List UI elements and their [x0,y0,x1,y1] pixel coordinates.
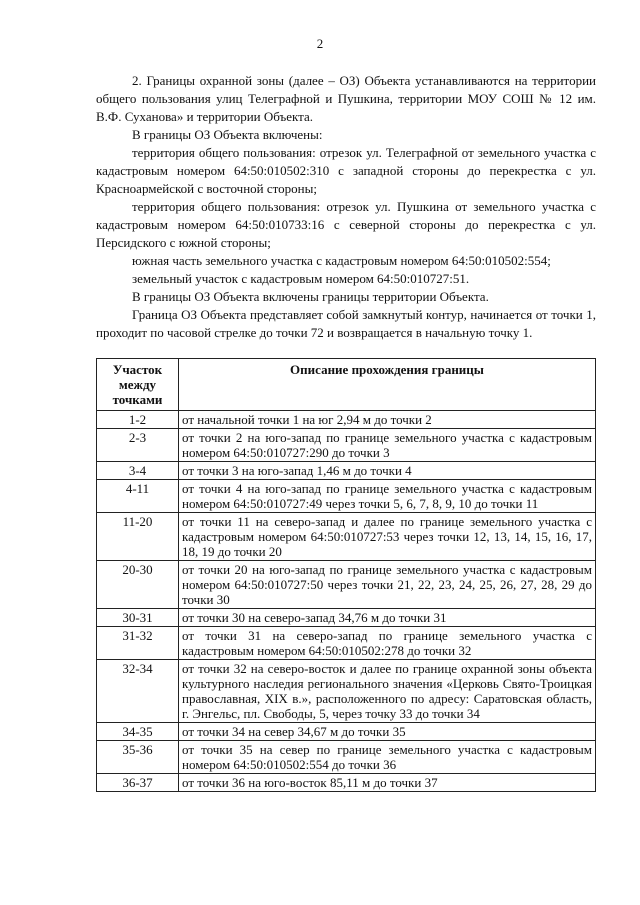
description-cell: от точки 20 на юго-запад по границе земельного участка с кадастровым номером 64:50:010727:50 через точки 21, 22, 23, 24, 25, 26, 27, 28, 29 до точки 30 [179,561,596,609]
paragraph: южная часть земельного участка с кадастровым номером 64:50:010502:554; [132,253,551,268]
description-cell: от точки 11 на северо-запад и далее по границе земельного участка с кадастровым номером 64:50:010727:53 через точки 12, 13, 14, 15, 16, 17, 18, 19 до точки 20 [179,513,596,561]
segment-cell: 11-20 [97,513,179,561]
description-cell: от точки 2 на юго-запад по границе земельного участка с кадастровым номером 64:50:010727:290 до точки 3 [179,429,596,462]
segment-cell: 2-3 [97,429,179,462]
paragraph: территория общего пользования: отрезок ул. Телеграфной от земельного участка с кадастровым номером 64:50:010502:310 с западной стороны до перекрестка с ул. Красноармейской с восточной стороны; [96,145,596,196]
description-cell: от точки 35 на север по границе земельного участка с кадастровым номером 64:50:010502:554 до точки 36 [179,741,596,774]
segment-cell: 30-31 [97,609,179,627]
paragraph: земельный участок с кадастровым номером 64:50:010727:51. [132,271,470,286]
segment-cell: 34-35 [97,723,179,741]
header-segment: Участок между точками [97,359,179,411]
table-row [97,741,596,774]
table-row [97,480,596,513]
description-cell: от точки 3 на юго-запад 1,46 м до точки 4 [179,462,596,480]
description-cell: от точки 4 на юго-запад по границе земельного участка с кадастровым номером 64:50:010727:49 через точки 5, 6, 7, 8, 9, 10 до точки 11 [179,480,596,513]
table-row [97,411,596,429]
description-cell: от точки 30 на северо-запад 34,76 м до точки 31 [179,609,596,627]
segment-cell: 36-37 [97,774,179,792]
segment-cell: 3-4 [97,462,179,480]
table-row [97,723,596,741]
table-row [97,609,596,627]
table-row [97,627,596,660]
description-cell: от точки 36 на юго-восток 85,11 м до точки 37 [179,774,596,792]
document-body [96,72,596,342]
table-header-row [97,359,596,411]
table-row [97,429,596,462]
paragraph: Граница ОЗ Объекта представляет собой замкнутый контур, начинается от точки 1, проходит по часовой стрелке до точки 72 и возвращается в начальную точку 1. [96,307,596,340]
paragraph: 2. Границы охранной зоны (далее – ОЗ) Объекта устанавливаются на территории общего пользования улиц Телеграфной и Пушкина, территории МОУ СОШ № 12 им. В.Ф. Суханова» и территории Объекта. [96,73,596,124]
description-cell: от точки 34 на север 34,67 м до точки 35 [179,723,596,741]
description-cell: от точки 31 на северо-запад по границе земельного участка с кадастровым номером 64:50:010502:278 до точки 32 [179,627,596,660]
table-row [97,462,596,480]
description-cell: от точки 32 на северо-восток и далее по границе охранной зоны объекта культурного наследия регионального значения «Церковь Свято-Троицкая православная, XIX в.», расположенного по адресу: Саратовская область, г. Энгельс, пл. Свободы, 5, через точку 33 до точки 34 [179,660,596,723]
boundary-table [96,358,596,792]
table-row [97,561,596,609]
paragraph: территория общего пользования: отрезок ул. Пушкина от земельного участка с кадастровым номером 64:50:010733:16 с северной стороны до перекрестка с ул. Персидского с южной стороны; [96,199,596,250]
segment-cell: 20-30 [97,561,179,609]
table-row [97,513,596,561]
segment-cell: 32-34 [97,660,179,723]
description-cell: от начальной точки 1 на юг 2,94 м до точки 2 [179,411,596,429]
table-row [97,660,596,723]
paragraph: В границы ОЗ Объекта включены границы территории Объекта. [132,289,489,304]
page-number: 2 [316,36,324,51]
segment-cell: 1-2 [97,411,179,429]
table-row [97,774,596,792]
segment-cell: 31-32 [97,627,179,660]
header-description: Описание прохождения границы [179,359,596,411]
segment-cell: 4-11 [97,480,179,513]
segment-cell: 35-36 [97,741,179,774]
paragraph: В границы ОЗ Объекта включены: [132,127,323,142]
